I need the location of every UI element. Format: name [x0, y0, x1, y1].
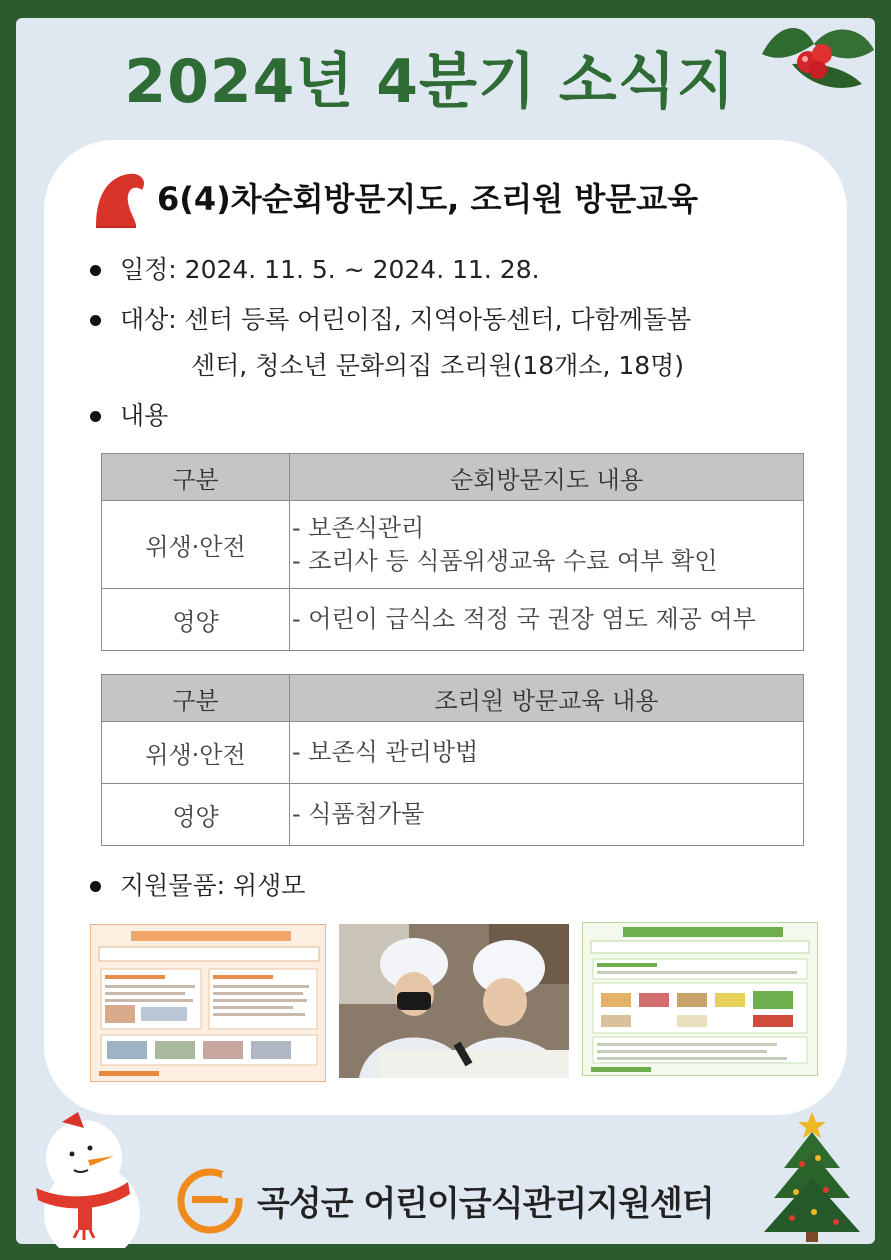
santa-hat-icon	[92, 168, 152, 230]
table-cell-category: 영양	[102, 784, 290, 846]
smile-logo-icon	[172, 1168, 248, 1234]
list-item	[88, 246, 828, 294]
description-line: - 보존식 관리방법	[292, 738, 479, 766]
education-material-photo	[90, 924, 326, 1082]
details-list	[88, 246, 828, 440]
page-title: 2024년 4분기 소식지	[124, 47, 736, 117]
table-header: 구분	[102, 675, 290, 722]
supplies-list	[88, 862, 828, 910]
supplies-text: 지원물품: 위생모	[120, 871, 306, 900]
patrol-visit-table	[101, 453, 804, 651]
target-text-line1: 대상: 센터 등록 어린이집, 지역아동센터, 다함께돌봄	[120, 305, 692, 334]
list-item	[88, 296, 828, 344]
table-cell-description	[290, 722, 804, 784]
list-item	[88, 392, 828, 440]
table-cell-category: 영양	[102, 589, 290, 651]
description-line: - 어린이 급식소 적정 국 권장 염도 제공 여부	[292, 605, 756, 633]
table-cell-category: 위생·안전	[102, 722, 290, 784]
cook-education-table	[101, 674, 804, 846]
checklist-illustration	[583, 923, 817, 1075]
list-item-continuation	[88, 342, 828, 390]
table-header: 순회방문지도 내용	[290, 454, 804, 501]
bullet-icon	[90, 411, 101, 422]
table-header: 조리원 방문교육 내용	[290, 675, 804, 722]
description-line: - 조리사 등 식품위생교육 수료 여부 확인	[292, 546, 718, 575]
table-cell-description	[290, 501, 804, 589]
table-row	[102, 501, 804, 589]
table-header: 구분	[102, 454, 290, 501]
table-cell-description	[290, 784, 804, 846]
section-title: 6(4)차순회방문지도, 조리원 방문교육	[157, 180, 698, 218]
list-item	[88, 862, 828, 910]
christmas-tree-icon	[752, 1108, 872, 1244]
cooks-illustration	[339, 924, 569, 1078]
snowman-icon	[22, 1108, 142, 1248]
table-row	[102, 589, 804, 651]
bullet-icon	[90, 315, 101, 326]
description-line: - 보존식관리	[292, 513, 425, 542]
table-row	[102, 784, 804, 846]
education-scene-photo	[339, 924, 569, 1078]
table-cell-description	[290, 589, 804, 651]
content-label: 내용	[120, 401, 169, 430]
checklist-material-photo	[582, 922, 818, 1076]
schedule-text: 일정: 2024. 11. 5. ~ 2024. 11. 28.	[120, 255, 540, 284]
table-cell-category: 위생·안전	[102, 501, 290, 589]
table-row	[102, 722, 804, 784]
description-line: - 식품첨가물	[292, 800, 425, 828]
bullet-icon	[90, 881, 101, 892]
document-illustration	[91, 925, 325, 1081]
bullet-icon	[90, 265, 101, 276]
target-text-line2: 센터, 청소년 문화의집 조리원(18개소, 18명)	[191, 351, 685, 380]
organization-name: 곡성군 어린이급식관리지원센터	[257, 1184, 714, 1224]
